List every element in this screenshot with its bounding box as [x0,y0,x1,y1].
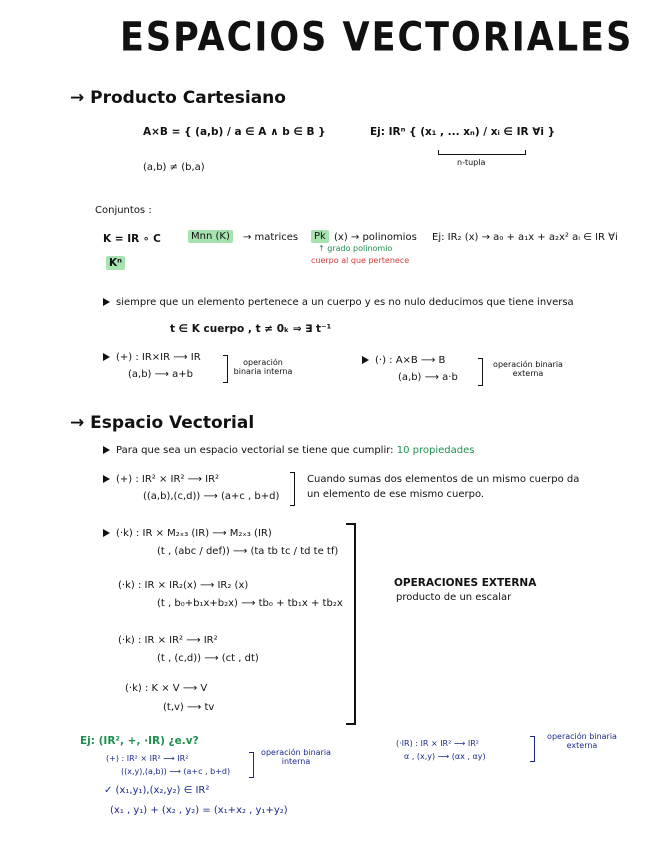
dot-operation [362,355,445,366]
inverse-text: siempre que un elemento pertenece a un cuerpo y es no nulo deducimos que tiene inversa [116,297,574,308]
cartesian-example: Ej: IRⁿ { (x₁ , ... xₙ) / xᵢ ∈ IR ∀i } [370,126,556,138]
ev-k3-def: (·k) : IR × IR² ⟶ IR² [118,635,218,646]
conjuntos-label: Conjuntos : [95,205,152,216]
example-dot-map: α , (x,y) ⟶ (αx , αy) [404,752,486,761]
pk-set: Pk [311,230,329,243]
dot-def: (·) : A×B ⟶ B [375,355,446,366]
heading-espacio-vectorial: → Espacio Vectorial [70,413,255,433]
ev-k2-def: (·k) : IR × IR₂(x) ⟶ IR₂ (x) [118,580,249,591]
plus-label: operación binaria interna [233,358,293,376]
cartesian-definition: A×B = { (a,b) / a ∈ A ∧ b ∈ B } [143,126,326,138]
ops-subtitle: producto de un escalar [396,592,512,603]
ev-k4-def: (·k) : K × V ⟶ V [125,683,208,694]
ev-plus [103,474,219,485]
brace [530,736,535,762]
bullet-icon [103,353,110,361]
bullet-icon [362,356,369,364]
mnn-set: Mnn (K) [188,230,233,243]
ev-props: 10 propiedades [396,445,475,456]
ev-plus-map: ((a,b),(c,d)) ⟶ (a+c , b+d) [143,491,280,502]
ev-k2-map: (t , b₀+b₁x+b₂x) ⟶ tb₀ + tb₁x + tb₂x [157,598,343,609]
heading-producto-cartesiano: → Producto Cartesiano [70,88,286,108]
inverse-formula: t ∈ K cuerpo , t ≠ 0ₖ ⇒ ∃ t⁻¹ [170,323,332,335]
matrices-label: → matrices [243,232,299,243]
dot-map: (a,b) ⟶ a·b [398,372,458,383]
bullet-inverse [103,297,574,308]
example-plus-label: operación binaria interna [261,748,331,766]
ev-k1 [103,528,272,539]
example-dot-def: (·IR) : IR × IR² ⟶ IR² [396,739,479,748]
dot-label: operación binaria externa [493,360,563,378]
polinomios-label: (x) → polinomios [334,232,417,243]
ev-k3-map: (t , (c,d)) ⟶ (ct , dt) [157,653,259,664]
plus-operation [103,352,201,363]
ntupla-label: n-tupla [457,158,486,167]
cuerpo-note: cuerpo al que pertenece [311,256,410,265]
plus-def: (+) : IR×IR ⟶ IR [116,352,201,363]
example-sum: (x₁ , y₁) + (x₂ , y₂) = (x₁+x₂ , y₁+y₂) [110,805,288,816]
bullet-icon [103,446,110,454]
bullet-icon [103,475,110,483]
brace [223,355,228,383]
example-plus-map: ((x,y),(a,b)) ⟶ (a+c , b+d) [121,767,231,776]
kn-set: Kⁿ [106,256,125,270]
example-dot-label: operación binaria externa [547,732,617,750]
polynomial-example: Ej: IR₂ (x) → a₀ + a₁x + a₂x² aᵢ ∈ IR ∀i [432,232,618,243]
ev-k1-map: (t , (abc / def)) ⟶ (ta tb tc / td te tf) [157,546,339,557]
ev-intro-line [103,445,474,456]
brace [249,752,254,778]
brace [478,358,483,386]
ev-plus-def: (+) : IR² × IR² ⟶ IR² [116,474,220,485]
grado-note: ↑ grado polinomio [318,244,393,253]
example-check: ✓ (x₁,y₁),(x₂,y₂) ∈ IR² [104,785,210,796]
underbrace [438,150,526,155]
ev-intro: Para que sea un espacio vectorial se tiene que cumplir: [116,445,394,456]
operations-brace [346,523,356,725]
brace [290,472,295,506]
example-question: Ej: (IR², +, ·IR) ¿e.v? [80,735,199,747]
k-set: K = IR ∘ C [103,233,161,245]
ev-k1-def: (·k) : IR × M₂ₓ₃ (IR) ⟶ M₂ₓ₃ (IR) [116,528,272,539]
plus-map: (a,b) ⟶ a+b [128,369,194,380]
ev-k4-map: (t,v) ⟶ tv [163,702,215,713]
non-commutative-note: (a,b) ≠ (b,a) [143,162,205,173]
bullet-icon [103,529,110,537]
ev-plus-note: Cuando sumas dos elementos de un mismo cuerpo da un elemento de ese mismo cuerpo. [307,474,580,500]
page-title: ESPACIOS VECTORIALES [120,15,634,61]
ops-title: OPERACIONES EXTERNA [394,577,537,589]
bullet-icon [103,298,110,306]
example-plus-def: (+) : IR² × IR² ⟶ IR² [106,754,189,763]
